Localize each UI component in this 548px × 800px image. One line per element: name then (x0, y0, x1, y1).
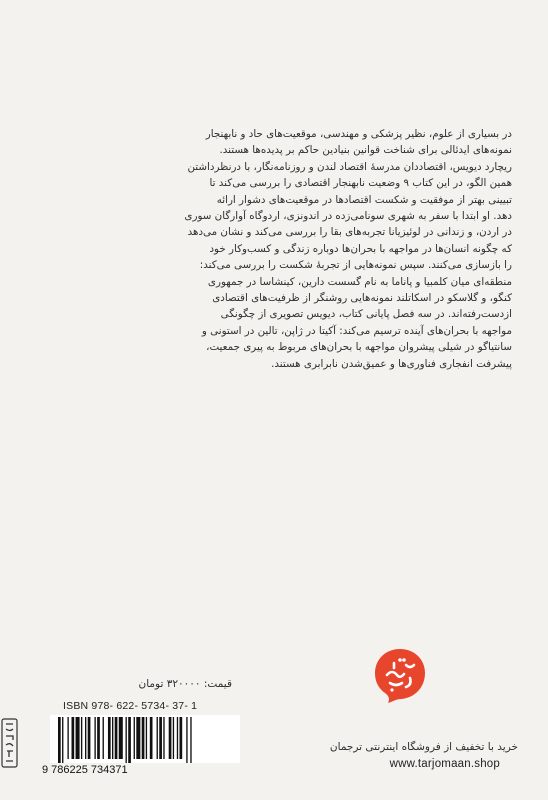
isbn-label: ISBN 978- 622- 5734- 37- 1 (63, 700, 198, 712)
description-line: در اردن، و زندانی در لوئیزیانا تجربه‌های بقا را بررسی می‌کند و نشان می‌دهد (187, 226, 512, 239)
publisher-logo (370, 645, 430, 705)
description-line: تبیینی بهتر از موفقیت و شکست اقتصادها در موقعیت‌های دشوار ارائه (216, 193, 512, 206)
tarjomaan-logo-icon (370, 645, 430, 705)
description-line: منطقه‌ای میان کلمبیا و پاناما به نام گسست دارین، کینشاسا در جمهوری (207, 275, 512, 288)
side-publisher-logo (1, 718, 19, 768)
shop-promo-text: خرید با تخفیف از فروشگاه اینترنتی ترجمان (329, 741, 518, 753)
price-label: قیمت: ۳۲۰۰۰۰ تومان (138, 678, 232, 690)
description-line: همین الگو، در این کتاب ۹ وضعیت نابهنجار اقتصادی را بررسی می‌کند تا (209, 177, 512, 190)
book-description (158, 126, 512, 372)
description-line: ازدست‌رفته‌اند. در سه فصل پایانی کتاب، دیویس تصویری از چگونگی (220, 308, 512, 321)
barcode (50, 715, 240, 763)
description-line: دهد. او ابتدا با سفر به شهری سونامی‌زده در اندونزی، اردوگاه آوارگان سوری (184, 210, 512, 223)
description-line: ریچارد دیویس، اقتصاددان مدرسهٔ اقتصاد لندن و روزنامه‌نگار، با درنظرداشتن (187, 160, 512, 173)
barcode-bars-icon (50, 715, 240, 763)
description-line: نمونه‌های ایدئالی برای شناخت قوانین بنیادین حاکم بر پدیده‌ها هستند. (219, 144, 512, 157)
shop-url[interactable]: www.tarjomaan.shop (389, 758, 500, 770)
description-line: را بازسازی می‌کنند. سپس نمونه‌هایی از تجربهٔ شکست را بررسی می‌کند: (199, 259, 512, 272)
atraf-logo-icon (1, 718, 19, 768)
description-line: مواجهه با بحران‌های آینده ترسیم می‌کند: آکیتا در ژاپن، تالین در استونی و (201, 324, 512, 337)
description-line: کنگو، و گلاسکو در اسکاتلند نمونه‌هایی روشنگر از ظرفیت‌های اقتصادی (212, 292, 512, 305)
description-line: که چگونه انسان‌ها در مواجهه با بحران‌ها دوباره زندگی و کسب‌وکار خود (209, 242, 512, 255)
barcode-digits: 9 786225 734371 (42, 764, 128, 776)
description-line: در بسیاری از علوم، نظیر پزشکی و مهندسی، موقعیت‌های حاد و نابهنجار (205, 128, 512, 140)
description-line: پیشرفت انفجاری فناوری‌ها و عمیق‌شدن نابرابری هستند. (271, 357, 512, 370)
description-line: سانتیاگو در شیلی پیشروان مواجهه با بحران‌های مربوط به پیری جمعیت، (206, 341, 512, 354)
